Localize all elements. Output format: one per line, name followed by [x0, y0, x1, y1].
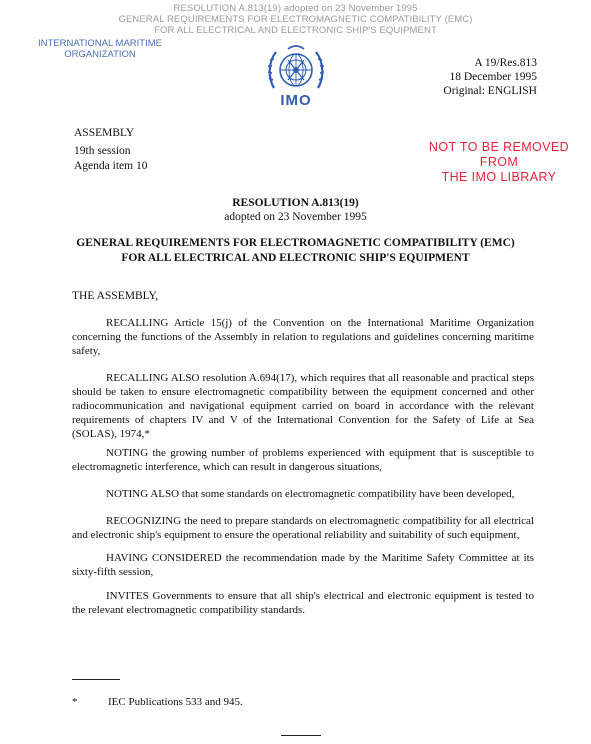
document-date: 18 December 1995: [449, 71, 537, 83]
document-number: A 19/Res.813: [474, 57, 537, 69]
footnote-text: IEC Publications 533 and 945.: [108, 696, 243, 708]
paragraph-text: RECALLING ALSO resolution A.694(17), which requires that all reasonable and practical steps should be taken to ensure electromagnetic compatibility between the equipment concerned and other radiocommunication and navigational equipment carried on board in accordance with the relevant requirements of chapters IV and V of the International Convention for the Safety of Life at Sea (SOLAS), 1974,*: [72, 372, 534, 440]
paragraph-noting: [72, 446, 534, 474]
paragraph-recalling-also: [72, 371, 534, 441]
paragraph-text: NOTING ALSO that some standards on electromagnetic compatibility have been developed,: [106, 488, 515, 500]
paragraph-recalling: [72, 316, 534, 358]
assembly-session: 19th session: [74, 145, 131, 157]
library-stamp-line-3: THE IMO LIBRARY: [441, 170, 557, 184]
organization-name: [33, 38, 167, 60]
resolution-heading: [0, 196, 591, 224]
running-header-line-1: RESOLUTION A.813(19) adopted on 23 November 1995: [173, 3, 418, 14]
organization-name-line-2: ORGANIZATION: [64, 49, 136, 60]
paragraph-text: NOTING the growing number of problems experienced with equipment that is susceptible to electromagnetic interference, which can result in dangerous situations,: [72, 447, 534, 473]
document-reference: [443, 56, 537, 98]
paragraph-recognizing: [72, 514, 534, 542]
library-stamp-line-2: FROM: [479, 155, 519, 169]
paragraph-noting-also: [72, 487, 534, 501]
resolution-adopted-date: adopted on 23 November 1995: [224, 211, 367, 223]
organization-name-line-1: INTERNATIONAL MARITIME: [37, 38, 163, 49]
paragraph-text: HAVING CONSIDERED the recommendation made by the Maritime Safety Committee at its sixty-fifth session,: [72, 552, 534, 578]
assembly-block: [74, 126, 147, 174]
paragraph-text: INVITES Governments to ensure that all ship's electrical and electronic equipment is tested to the relevant electromagnetic compatibility standards.: [72, 590, 534, 616]
footnote-mark: *: [72, 696, 78, 708]
resolution-title: RESOLUTION A.813(19): [232, 197, 359, 209]
running-header-line-2: GENERAL REQUIREMENTS FOR ELECTROMAGNETIC COMPATIBILITY (EMC): [118, 14, 473, 25]
main-title-line-1: GENERAL REQUIREMENTS FOR ELECTROMAGNETIC COMPATIBILITY (EMC): [76, 237, 515, 249]
assembly-agenda-item: Agenda item 10: [74, 160, 148, 172]
preamble-lead: THE ASSEMBLY,: [72, 290, 159, 302]
paragraph-text: RECOGNIZING the need to prepare standards on electromagnetic compatibility for all electrical and electronic ship's equipment to ensure the operational reliability and suitability of such equipment,: [72, 515, 534, 541]
library-stamp-line-1: NOT TO BE REMOVED: [428, 140, 570, 154]
footnote: [72, 696, 243, 708]
document-original-language: Original: ENGLISH: [443, 85, 537, 97]
running-header-line-3: FOR ALL ELECTRICAL AND ELECTRONIC SHIP'S EQUIPMENT: [154, 25, 437, 36]
page-end-rule: [281, 735, 321, 736]
footnote-divider: [72, 679, 120, 680]
paragraph-text: RECALLING Article 15(j) of the Convention on the International Maritime Organization concerning the functions of the Assembly in relation to regulations and guidelines concerning maritime safety,: [72, 317, 534, 357]
imo-logo-text: IMO: [280, 92, 312, 109]
paragraph-invites: [72, 589, 534, 617]
main-title-line-2: FOR ALL ELECTRICAL AND ELECTRONIC SHIP'S EQUIPMENT: [121, 252, 470, 264]
assembly-title: ASSEMBLY: [74, 127, 135, 139]
paragraph-having-considered: [72, 551, 534, 579]
main-title: [0, 236, 591, 266]
library-stamp: [424, 140, 574, 185]
